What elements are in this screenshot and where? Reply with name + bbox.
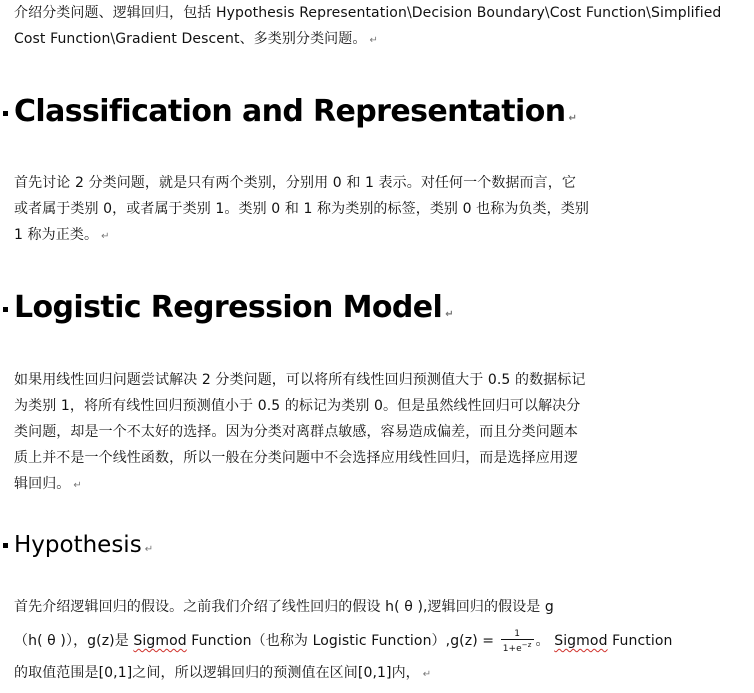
- intro-line-2: Cost Function\Gradient Descent、多类别分类问题。: [14, 31, 367, 47]
- heading-classification: Classification and Representation ↵: [14, 94, 577, 129]
- logistic-line-4: 质上并不是一个线性函数，所以一般在分类问题中不会选择应用线性回归，而是选择应用逻: [14, 450, 578, 466]
- sigmod-misspelling-1[interactable]: Sigmod: [133, 633, 187, 649]
- paragraph-mark-icon: ↵: [101, 231, 110, 242]
- classification-line-1: 首先讨论 2 分类问题，就是只有两个类别，分别用 0 和 1 表示。对任何一个数据而言，它: [14, 175, 576, 191]
- hypothesis-line-2: （h( θ )），g(z)是 Sigmod Function（也称为 Logistic Function）,g(z) = $\frac{1}{1+e^{-z}}$ 。 Sigmod Function: [14, 628, 673, 654]
- logistic-line-5: 辑回归。: [14, 476, 71, 492]
- paragraph-mark-icon: ↵: [73, 480, 82, 491]
- heading-hypothesis: Hypothesis ↵: [14, 532, 154, 558]
- paragraph-mark-icon: ↵: [568, 113, 577, 124]
- logistic-regression-paragraph: [14, 367, 714, 497]
- hypothesis-paragraph: [14, 593, 714, 687]
- heading-bullet-icon: [3, 543, 8, 548]
- paragraph-mark-icon: ↵: [144, 544, 154, 555]
- hypothesis-line-1: 首先介绍逻辑回归的假设。之前我们介绍了线性回归的假设 h( θ ),逻辑回归的假设是 g: [14, 599, 554, 615]
- logistic-line-3: 类问题，却是一个不太好的选择。因为分类对离群点敏感，容易造成偏差，而且分类问题本: [14, 424, 578, 440]
- heading-bullet-icon: [3, 111, 8, 116]
- paragraph-mark-icon: ↵: [445, 309, 454, 320]
- classification-line-3: 1 称为正类。: [14, 227, 99, 243]
- intro-paragraph: [14, 0, 722, 52]
- logistic-line-1: 如果用线性回归问题尝试解决 2 分类问题，可以将所有线性回归预测值大于 0.5 的数据标记: [14, 372, 586, 388]
- sigmoid-formula: $\frac{1}{1+e^{-z}}$: [502, 628, 532, 654]
- classification-paragraph: [14, 170, 714, 248]
- sigmod-misspelling-2[interactable]: Sigmod: [554, 633, 608, 649]
- paragraph-mark-icon: ↵: [369, 35, 378, 46]
- paragraph-mark-icon: ↵: [422, 669, 432, 680]
- hypothesis-line-3: 的取值范围是[0,1]之间，所以逻辑回归的预测值在区间[0,1]内，: [14, 665, 420, 681]
- heading-bullet-icon: [3, 307, 8, 312]
- classification-line-2: 或者属于类别 0，或者属于类别 1。类别 0 和 1 称为类别的标签，类别 0 也称为负类，类别: [14, 201, 589, 217]
- heading-logistic-regression: Logistic Regression Model ↵: [14, 290, 454, 325]
- intro-line-1: 介绍分类问题、逻辑回归，包括 Hypothesis Representation\Decision Boundary\Cost Function\Simplified: [14, 5, 722, 21]
- logistic-line-2: 为类别 1，将所有线性回归预测值小于 0.5 的标记为类别 0。但是虽然线性回归可以解决分: [14, 398, 581, 414]
